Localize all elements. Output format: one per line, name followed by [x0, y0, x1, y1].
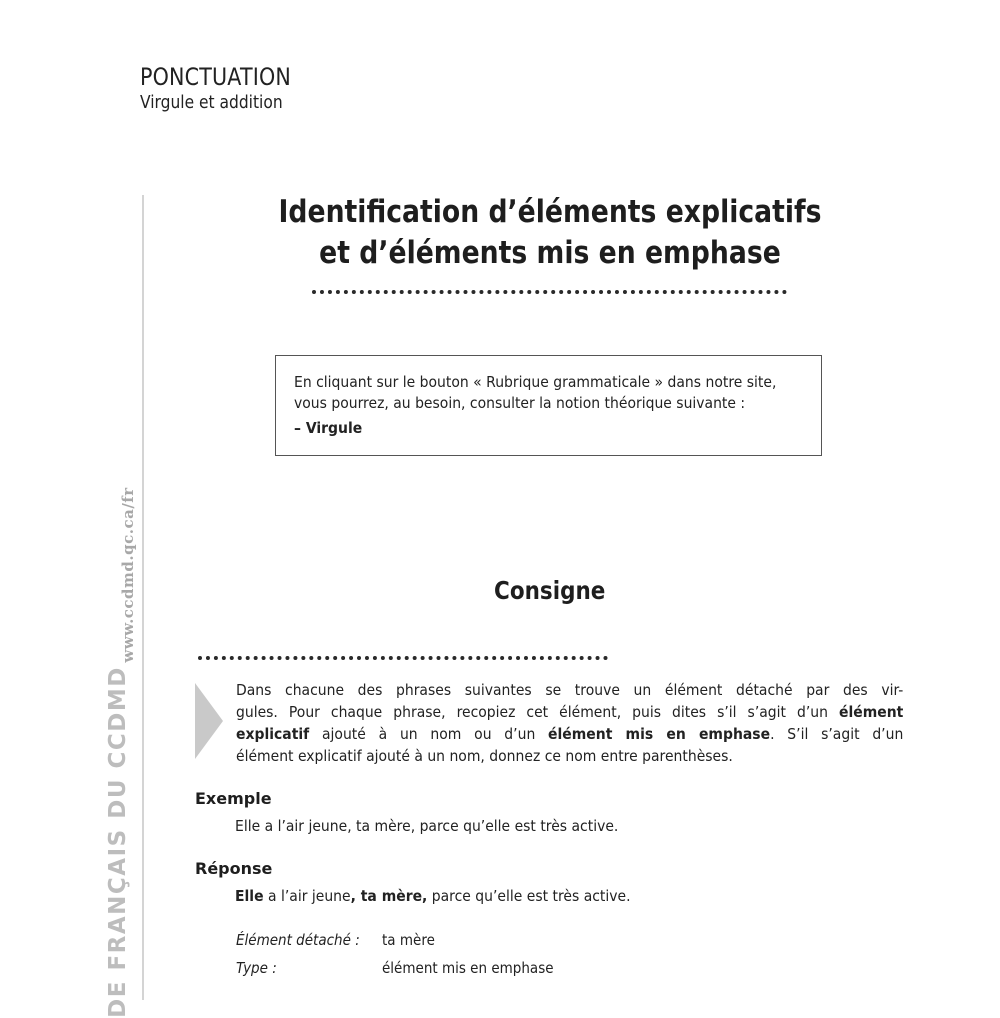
instruction-line-2	[236, 701, 903, 723]
answer-label: Réponse	[195, 859, 273, 878]
type-value: élément mis en emphase	[382, 959, 554, 977]
answer-emphasis: , ta mère,	[350, 887, 428, 905]
page-title	[215, 192, 885, 274]
answer-sentence	[235, 887, 631, 905]
example-sentence: Elle a l’air jeune, ta mère, parce qu’elle est très active.	[235, 817, 619, 835]
side-url: www.ccdmd.qc.ca/fr	[119, 487, 137, 663]
detached-element-value: ta mère	[382, 931, 435, 949]
answer-emphasis: Elle	[235, 887, 264, 905]
reference-note-box	[275, 355, 822, 456]
answer-text: parce qu’elle est très active.	[427, 887, 631, 905]
instruction-emphasis: explicatif	[236, 725, 310, 743]
note-item: – Virgule	[294, 419, 363, 437]
consigne-dotted-rule	[198, 656, 608, 660]
page-title-line-1: Identification d’éléments explicatifs	[278, 194, 822, 230]
instruction-text: gules. Pour chaque phrase, recopiez cet élément, puis dites s’il s’agit d’un	[236, 703, 840, 721]
instruction-line-1: Dans chacune des phrases suivantes se trouve un élément détaché par des vir-	[236, 681, 904, 699]
type-label: Type :	[236, 959, 277, 977]
instruction-emphasis: élément mis en emphase	[548, 725, 771, 743]
consigne-heading	[400, 576, 700, 605]
answer-text: a l’air jeune	[263, 887, 351, 905]
side-rule	[142, 195, 144, 1000]
section-title: PONCTUATION	[140, 63, 292, 91]
subsection-title: Virgule et addition	[140, 92, 283, 113]
detached-element-row	[236, 931, 441, 949]
note-line-1: En cliquant sur le bouton « Rubrique grammaticale » dans notre site,	[294, 373, 777, 391]
note-line-2: vous pourrez, au besoin, consulter la notion théorique suivante :	[294, 394, 746, 412]
running-header	[140, 62, 316, 114]
consigne-heading-text: Consigne	[494, 576, 606, 605]
title-dotted-rule	[312, 290, 787, 294]
side-publication-title: DE FRANÇAIS DU CCDMD	[105, 666, 131, 1018]
instruction-line-4: élément explicatif ajouté à un nom, donnez ce nom entre parenthèses.	[236, 747, 733, 765]
instruction-line-3	[236, 723, 903, 745]
page-title-line-2: et d’éléments mis en emphase	[319, 235, 781, 271]
instruction-text: ajouté à un nom ou d’un	[309, 725, 549, 743]
detached-element-label: Élément détaché :	[236, 931, 360, 949]
instruction-emphasis: élément	[839, 703, 904, 721]
arrow-icon	[195, 683, 223, 759]
type-row	[236, 959, 573, 977]
example-label: Exemple	[195, 789, 272, 808]
instruction-text: . S’il s’agit d’un	[770, 725, 904, 743]
instructions-paragraph	[236, 679, 904, 767]
